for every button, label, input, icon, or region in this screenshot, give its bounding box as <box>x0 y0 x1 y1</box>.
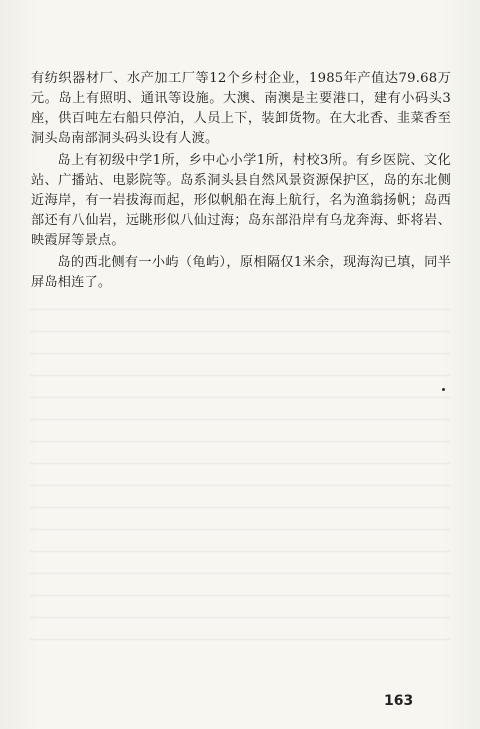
bleed-through-texture <box>30 292 450 652</box>
ink-speck <box>442 388 445 391</box>
page-number: 163 <box>384 693 414 709</box>
paragraph-2: 岛上有初级中学1所，乡中心小学1所，村校3所。有乡医院、文化站、广播站、电影院等。岛系洞头县自然风景资源保护区，岛的东北侧近海岸，有一岩拔海而起，形似帆船在海上航行，名为渔翁扬帆；岛西部还有八仙岩，远眺形似八仙过海；岛东部沿岸有乌龙奔海、虾将岩、映霞屏等景点。 <box>31 153 451 248</box>
paragraph-3: 岛的西北侧有一小屿（龟屿），原相隔仅1米余，现海沟已填，同半屏岛相连了。 <box>31 255 451 290</box>
body-text <box>31 69 451 295</box>
paragraph-1: 有纺织器材厂、水产加工厂等12个乡村企业，1985年产值达79.68万元。岛上有照明、通讯等设施。大澳、南澳是主要港口，建有小码头3座，供百吨左右船只停泊，人员上下，装卸货物。在大北香、韭菜香至洞头岛南部洞头码头设有人渡。 <box>31 71 451 146</box>
